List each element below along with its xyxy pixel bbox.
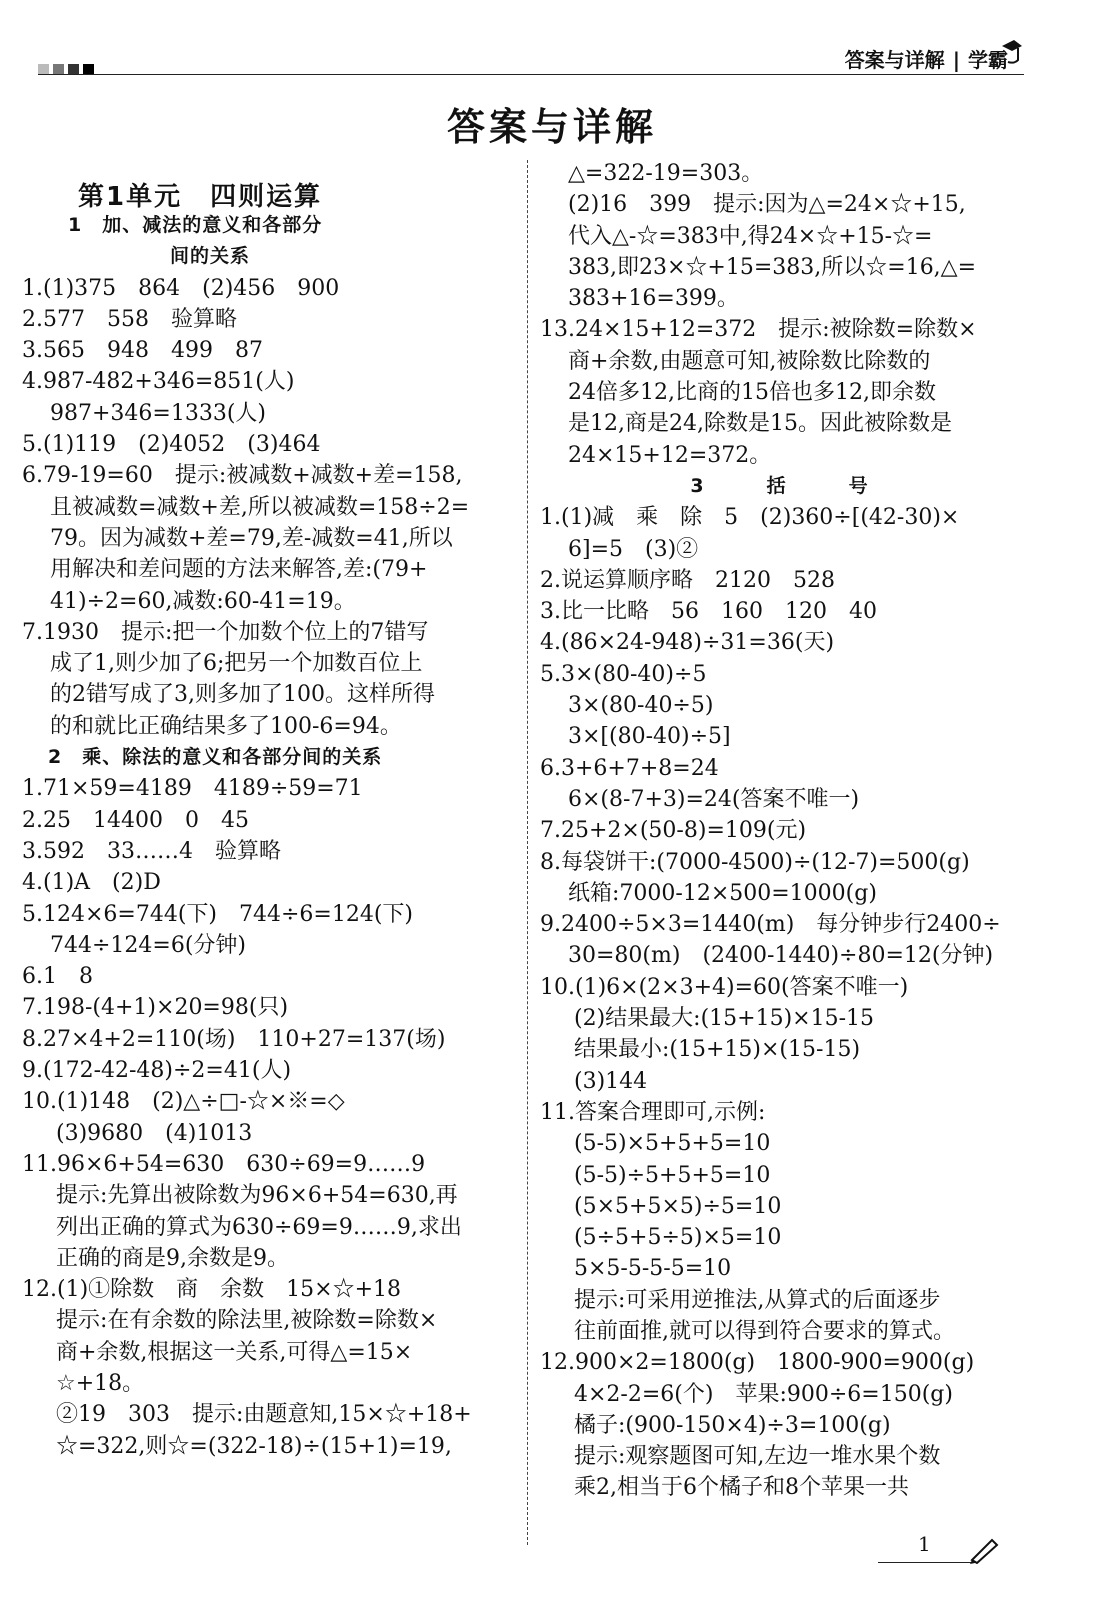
- answer-line: 3.565 948 499 87: [22, 338, 263, 364]
- answer-line: 成了1,则少加了6;把另一个加数百位上: [50, 651, 423, 677]
- answer-line: (3)9680 (4)1013: [56, 1120, 253, 1146]
- answer-line: 10.(1)148 (2)△÷□-☆×※=◇: [22, 1089, 345, 1115]
- header-brand: 学霸: [968, 48, 1008, 72]
- answer-line: ②19 303 提示:由题意知,15×☆+18+: [56, 1402, 472, 1428]
- answer-line: 12.(1)①除数 商 余数 15×☆+18: [22, 1277, 402, 1303]
- answer-line: 5×5-5-5-5=10: [574, 1256, 732, 1282]
- answer-line: 4.(86×24-948)÷31=36(天): [540, 630, 835, 656]
- answer-line: 8.每袋饼干:(7000-4500)÷(12-7)=500(g): [540, 849, 970, 875]
- answer-line: 6.1 8: [22, 964, 93, 990]
- answer-line: 是12,商是24,除数是15。因此被除数是: [568, 411, 952, 437]
- answer-line: 6]=5 (3)②: [568, 536, 699, 562]
- answer-line: 5.(1)119 (2)4052 (3)464: [22, 432, 321, 458]
- answer-line: 乘2,相当于6个橘子和8个苹果一共: [574, 1475, 909, 1501]
- answer-line: 6.79-19=60 提示:被减数+减数+差=158,: [22, 463, 463, 489]
- answer-line: 3.592 33……4 验算略: [22, 838, 281, 864]
- answer-line: 7.25+2×(50-8)=109(元): [540, 818, 807, 844]
- header-separator: |: [952, 48, 960, 72]
- answer-line: 1.(1)减 乘 除 5 (2)360÷[(42-30)×: [540, 505, 960, 531]
- answer-line: 代入△-☆=383中,得24×☆+15-☆=: [568, 223, 933, 249]
- answer-line: 1.71×59=4189 4189÷59=71: [22, 776, 363, 802]
- answer-line: 24倍多12,比商的15倍也多12,即余数: [568, 380, 936, 406]
- section-title-cont: 间的关系: [170, 245, 251, 268]
- answer-line: 2.说运算顺序略 2120 528: [540, 567, 835, 593]
- answer-line: (5-5)÷5+5+5=10: [574, 1162, 771, 1188]
- answer-line: 383+16=399。: [568, 286, 739, 312]
- answer-line: 30=80(m) (2400-1440)÷80=12(分钟): [568, 943, 994, 969]
- answer-line: 1.(1)375 864 (2)456 900: [22, 275, 340, 301]
- answer-line: (2)结果最大:(15+15)×15-15: [574, 1006, 875, 1032]
- answer-line: 12.900×2=1800(g) 1800-900=900(g): [540, 1350, 975, 1376]
- right-column: [540, 158, 1040, 1504]
- page-footer: [878, 1532, 1008, 1572]
- page-header: [0, 0, 1104, 80]
- answer-line: 744÷124=6(分钟): [50, 932, 247, 958]
- answer-line: 往前面推,就可以得到符合要求的算式。: [574, 1318, 955, 1344]
- answer-line: 4.(1)A (2)D: [22, 870, 161, 896]
- answer-line: 的和就比正确结果多了100-6=94。: [50, 713, 402, 739]
- answer-line: 9.2400÷5×3=1440(m) 每分钟步行2400÷: [540, 912, 1001, 938]
- header-rule: [38, 74, 1024, 75]
- answer-line: 商+余数,根据这一关系,可得△=15×: [56, 1339, 413, 1365]
- answer-line: 4×2-2=6(个) 苹果:900÷6=150(g): [574, 1381, 953, 1407]
- section-title: 2 乘、除法的意义和各部分间的关系: [48, 746, 383, 769]
- answer-line: 3×[(80-40)÷5]: [568, 724, 731, 750]
- answer-line: 提示:在有余数的除法里,被除数=除数×: [56, 1308, 438, 1334]
- answer-line: 正确的商是9,余数是9。: [56, 1245, 289, 1271]
- answer-line: 41)÷2=60,减数:60-41=19。: [50, 588, 356, 614]
- answer-line: 的2错写成了3,则多加了100。这样所得: [50, 682, 435, 708]
- pen-icon: [966, 1536, 1002, 1564]
- answer-line: ☆=322,则☆=(322-18)÷(15+1)=19,: [56, 1433, 452, 1459]
- answer-line: 用解决和差问题的方法来解答,差:(79+: [50, 557, 428, 583]
- answer-line: 987+346=1333(人): [50, 400, 267, 426]
- page-title: 答案与详解: [446, 105, 657, 149]
- section-title: 3 括 号: [690, 474, 890, 497]
- answer-line: 结果最小:(15+15)×(15-15): [574, 1037, 861, 1063]
- answer-line: 2.577 558 验算略: [22, 306, 237, 332]
- answer-line: 提示:先算出被除数为96×6+54=630,再: [56, 1183, 458, 1209]
- answer-line: △=322-19=303。: [568, 161, 764, 186]
- answer-line: 10.(1)6×(2×3+4)=60(答案不唯一): [540, 974, 909, 1000]
- answer-line: 3×(80-40÷5): [568, 693, 714, 719]
- answer-line: 7.1930 提示:把一个加数个位上的7错写: [22, 619, 429, 645]
- page-number: 1: [918, 1532, 931, 1556]
- footer-rule: [878, 1562, 978, 1563]
- answer-line: 7.198-(4+1)×20=98(只): [22, 995, 289, 1021]
- answer-line: 4.987-482+346=851(人): [22, 369, 295, 395]
- answer-line: 2.25 14400 0 45: [22, 807, 249, 833]
- section-title: 1 加、减法的意义和各部分: [68, 214, 323, 236]
- answer-line: 提示:可采用逆推法,从算式的后面逐步: [574, 1287, 941, 1313]
- answer-line: 5.124×6=744(下) 744÷6=124(下): [22, 901, 414, 927]
- answer-line: 提示:观察题图可知,左边一堆水果个数: [574, 1444, 941, 1470]
- answer-line: ☆+18。: [56, 1370, 145, 1396]
- answer-line: 5.3×(80-40)÷5: [540, 661, 707, 687]
- answer-line: (5-5)×5+5+5=10: [574, 1131, 771, 1157]
- answer-line: 6×(8-7+3)=24(答案不唯一): [568, 786, 860, 812]
- answer-line: 79。因为减数+差=79,差-减数=41,所以: [50, 525, 453, 551]
- answer-line: 3.比一比略 56 160 120 40: [540, 599, 877, 625]
- header-section-label: 答案与详解: [844, 48, 945, 72]
- answer-line: 24×15+12=372。: [568, 442, 772, 468]
- answer-line: (3)144: [574, 1068, 648, 1094]
- answer-line: 列出正确的算式为630÷69=9……9,求出: [56, 1214, 462, 1240]
- answer-line: (5×5+5×5)÷5=10: [574, 1193, 782, 1219]
- answer-line: 橘子:(900-150×4)÷3=100(g): [574, 1412, 891, 1438]
- header-squares: [38, 60, 98, 79]
- answer-line: (2)16 399 提示:因为△=24×☆+15,: [568, 192, 966, 218]
- column-divider: [527, 160, 528, 1545]
- header-label: [845, 44, 1008, 73]
- answer-line: 8.27×4+2=110(场) 110+27=137(场): [22, 1026, 446, 1052]
- answer-line: 11.答案合理即可,示例:: [540, 1099, 766, 1125]
- answer-line: 11.96×6+54=630 630÷69=9……9: [22, 1151, 426, 1177]
- graduation-cap-icon: [1000, 36, 1022, 66]
- answer-line: 13.24×15+12=372 提示:被除数=除数×: [540, 317, 977, 343]
- unit-title: 第1单元 四则运算: [78, 182, 323, 212]
- answer-line: 383,即23×☆+15=383,所以☆=16,△=: [568, 254, 977, 280]
- answer-line: 商+余数,由题意可知,被除数比除数的: [568, 348, 931, 374]
- left-column: [22, 158, 514, 1462]
- answer-line: (5÷5+5÷5)×5=10: [574, 1225, 782, 1251]
- answer-line: 9.(172-42-48)÷2=41(人): [22, 1058, 292, 1084]
- answer-line: 6.3+6+7+8=24: [540, 755, 719, 781]
- answer-line: 纸箱:7000-12×500=1000(g): [568, 880, 877, 906]
- answer-line: 且被减数=减数+差,所以被减数=158÷2=: [50, 494, 470, 520]
